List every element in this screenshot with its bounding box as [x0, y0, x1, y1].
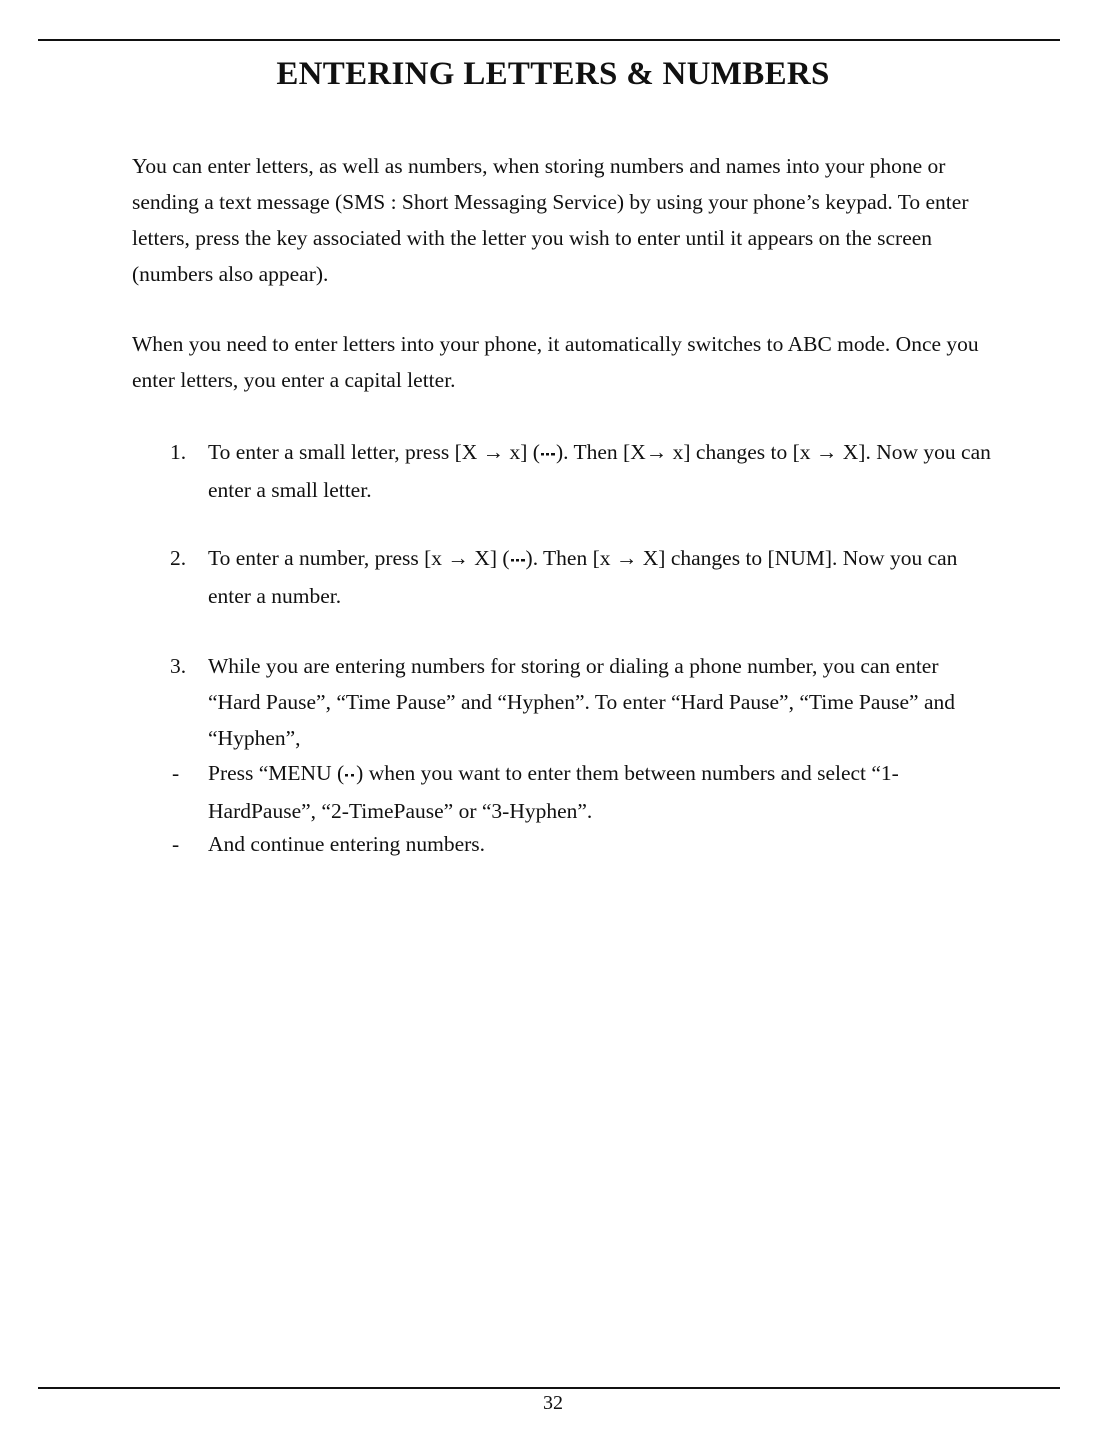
soft-key-right-icon	[510, 539, 526, 575]
soft-key-right-icon	[540, 433, 556, 469]
bottom-rule	[38, 1387, 1060, 1389]
menu-key-icon	[344, 754, 356, 790]
abc-mode-paragraph: When you need to enter letters into your phone, it automatically switches to ABC mode. Once you enter letters, you enter a capital letter.	[132, 332, 979, 392]
step-1-text: To enter a small letter, press [X → x] ( ). Then [X→ x] changes to [x → X]. Now you can enter a small letter.	[208, 434, 992, 508]
top-rule	[38, 39, 1060, 41]
sub-step-2-text: And continue entering numbers.	[208, 832, 486, 856]
step-3-text: While you are entering numbers for storing or dialing a phone number, you can enter “Hard Pause”, “Time Pause” and “Hyphen”. To enter “Hard Pause”, “Time Pause” and “Hyphen”,	[208, 654, 955, 750]
sub-step-1-marker: -	[172, 761, 180, 785]
step-1-marker: 1.	[170, 440, 187, 464]
sub-step-1-text: Press “MENU ( ) when you want to enter them between numbers and select “1-HardPause”, “2-TimePause” or “3-Hyphen”.	[208, 755, 992, 829]
step-2-text: To enter a number, press [x → X] ( ). Then [x → X] changes to [NUM]. Now you can enter a number.	[208, 540, 992, 614]
page-title: ENTERING LETTERS & NUMBERS	[276, 56, 830, 92]
intro-paragraph: You can enter letters, as well as numbers, when storing numbers and names into your phone or sending a text message (SMS : Short Messaging Service) by using your phone’s keypad. To enter letters, press the key associated with the letter you wish to enter until it appears on the screen (numbers also appear).	[132, 154, 969, 286]
sub-step-2-marker: -	[172, 832, 180, 856]
step-3-marker: 3.	[170, 654, 187, 678]
step-2-marker: 2.	[170, 546, 187, 570]
page-number: 32	[543, 1392, 563, 1414]
